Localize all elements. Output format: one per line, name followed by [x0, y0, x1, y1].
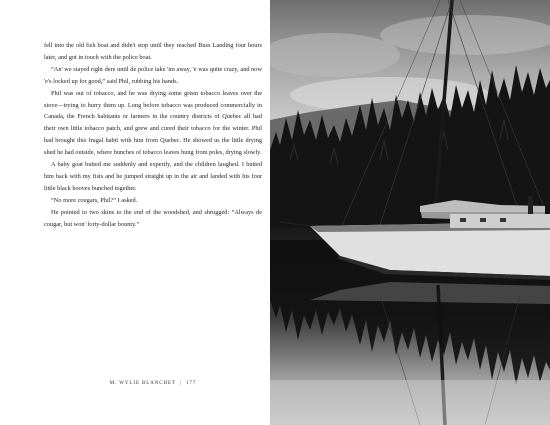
paragraph: Phil was out of tobacco, and he was drying some green tobacco leaves over the stove—trying to hurry them up. Long before tobacco was produced commercially in Canada, the French habitants or farmers in the country districts of Quebec all had their own little tobacco patch, and grew and cured their tobacco for the winter. Phil had brought this frugal habit with him from Quebec. He showed us the little drying shed he had outside, where bunches of tobacco leaves hung from poles, drying slowly. [44, 89, 262, 157]
paragraph: A baby goat butted me suddenly and expertly, and the children laughed. I butted him back with my fists and he jumped straight up in the air and landed with his four little black hooves bunched together. [44, 161, 262, 192]
paragraph: fell into the old fish boat and didn't stop until they reached Buss Landing four hours later, and got in touch with the police boat. [44, 42, 262, 61]
paragraph: “No more cougars, Phil?” I asked. [51, 196, 138, 204]
person-figure [528, 200, 533, 214]
page-footer [44, 381, 262, 386]
page-number: 177 [186, 381, 197, 386]
footer-separator: | [179, 381, 182, 386]
author-name: M. WYLIE BLANCHET [109, 381, 176, 386]
paragraph: He pointed to two skins to the end of the woodshed, and shrugged: “Always de cougar, but won' forty-dollar bounty.” [44, 208, 262, 228]
paragraph: “An' we stayed right dere until de police take 'im away, 'e was quite crazy, and now 'e's locked up for good,” said Phil, rubbing his hands. [44, 65, 262, 85]
sailboat-photo [270, 0, 550, 425]
left-page [0, 0, 270, 425]
body-text [44, 40, 262, 231]
